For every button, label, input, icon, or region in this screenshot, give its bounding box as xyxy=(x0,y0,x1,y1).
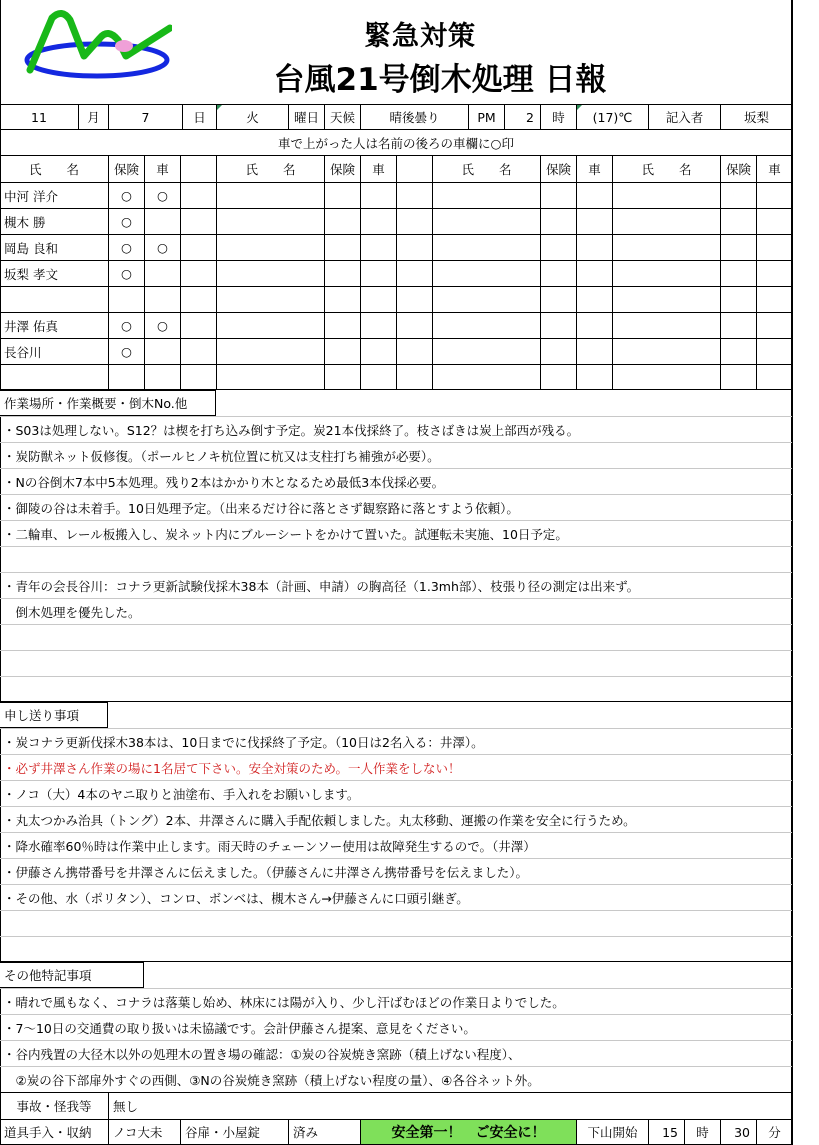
roster-empty-cell xyxy=(324,339,360,364)
roster-header-insurance: 保険 xyxy=(324,156,360,182)
handover-line: ・炭コナラ更新伐採木38本は、10日までに伐採終了予定。（10日は2名入る：井澤）。 xyxy=(0,728,792,754)
title-line-2: 台風21号倒木処理 日報 xyxy=(273,62,607,98)
handover-line xyxy=(0,936,792,962)
weekday-value: 火 xyxy=(216,105,288,129)
roster-empty-cell xyxy=(540,183,576,208)
roster-empty-cell xyxy=(360,339,396,364)
roster-name xyxy=(0,365,108,390)
safety-slogan: 安全第一！ ご安全に！ xyxy=(360,1120,576,1144)
recorder-value: 坂梨 xyxy=(720,105,792,129)
roster-empty-cell xyxy=(432,209,540,234)
hour-value: 2 xyxy=(504,105,540,129)
roster-header-insurance: 保険 xyxy=(720,156,756,182)
roster-empty-cell xyxy=(432,235,540,260)
roster-empty-cell xyxy=(720,261,756,286)
descent-hour: 15 xyxy=(648,1120,684,1144)
roster-name xyxy=(0,287,108,312)
work-line: 倒木処理を優先した。 xyxy=(0,598,792,624)
roster-empty-cell xyxy=(216,313,324,338)
roster-empty-cell xyxy=(324,365,360,390)
roster-empty-cell xyxy=(360,183,396,208)
roster-empty-cell xyxy=(756,287,792,312)
work-line xyxy=(0,546,792,572)
roster-header-insurance: 保険 xyxy=(108,156,144,182)
roster-empty-cell xyxy=(756,261,792,286)
work-line xyxy=(0,624,792,650)
roster-header-car: 車 xyxy=(144,156,180,182)
roster-row xyxy=(0,182,792,208)
roster-empty-cell xyxy=(216,261,324,286)
roster-empty-cell xyxy=(720,339,756,364)
hour-label: 時 xyxy=(540,105,576,129)
roster-empty-cell xyxy=(576,235,612,260)
car-note: 車で上がった人は名前の後ろの車欄に○印 xyxy=(278,135,514,151)
roster-empty-cell xyxy=(360,261,396,286)
roster-empty-cell xyxy=(576,209,612,234)
day-value: 7 xyxy=(108,105,182,129)
roster-empty-cell xyxy=(576,365,612,390)
roster-empty-cell xyxy=(612,287,720,312)
roster-header-name: 氏 名 xyxy=(432,156,540,182)
roster-empty-cell xyxy=(180,183,216,208)
roster-header-blank xyxy=(396,156,432,182)
roster-empty-cell xyxy=(324,235,360,260)
roster-empty-cell xyxy=(324,209,360,234)
ampm-value: PM xyxy=(468,105,504,129)
descent-label: 下山開始 xyxy=(576,1120,648,1144)
roster-empty-cell xyxy=(612,365,720,390)
work-heading: 作業場所・作業概要・倒木No.他 xyxy=(0,390,216,416)
weekday-label: 曜日 xyxy=(288,105,324,129)
roster-header-car: 車 xyxy=(576,156,612,182)
roster-empty-cell xyxy=(324,287,360,312)
other-line: ・7～10日の交通費の取り扱いは未協議です。会計伊藤さん提案、意見をください。 xyxy=(0,1014,792,1040)
roster-empty-cell xyxy=(180,261,216,286)
roster-empty-cell xyxy=(576,287,612,312)
roster-car: ○ xyxy=(144,183,180,208)
roster-row xyxy=(0,338,792,364)
roster-insurance: ○ xyxy=(108,261,144,286)
handover-line: ・丸太つかみ治具（トング）2本、井澤さんに購入手配依頼しました。丸太移動、運搬の作業を安全に行うため。 xyxy=(0,806,792,832)
accident-label: 事故・怪我等 xyxy=(16,1099,92,1114)
roster-name: 槻木 勝 xyxy=(4,214,46,230)
roster-empty-cell xyxy=(216,235,324,260)
roster-empty-cell xyxy=(180,235,216,260)
logo-blue-ring xyxy=(27,44,167,76)
roster-empty-cell xyxy=(540,365,576,390)
work-line xyxy=(0,650,792,676)
roster-empty-cell xyxy=(216,287,324,312)
roster-empty-cell xyxy=(324,313,360,338)
roster-row xyxy=(0,234,792,260)
closing-row xyxy=(0,1119,792,1145)
roster-header-blank xyxy=(180,156,216,182)
roster-empty-cell xyxy=(576,313,612,338)
roster-header-name: 氏 名 xyxy=(216,156,324,182)
roster-empty-cell xyxy=(540,313,576,338)
roster-empty-cell xyxy=(180,339,216,364)
handover-line: ・伊藤さん携帯番号を井澤さんに伝えました。（伊藤さんに井澤さん携帯番号を伝えました）。 xyxy=(0,858,792,884)
roster-header-name: 氏 名 xyxy=(28,162,79,177)
work-line: ・御陵の谷は未着手。10日処理予定。（出来るだけ谷に落とさず観察路に落とすよう依頼）。 xyxy=(0,494,792,520)
roster-empty-cell xyxy=(324,261,360,286)
temperature-value: (17)℃ xyxy=(576,105,648,129)
roster-table xyxy=(0,155,792,389)
handover-line xyxy=(0,910,792,936)
roster-empty-cell xyxy=(720,365,756,390)
logo-pink-dot xyxy=(115,40,133,52)
roster-empty-cell xyxy=(324,183,360,208)
roster-car xyxy=(144,209,180,234)
roster-empty-cell xyxy=(180,313,216,338)
roster-name: 長谷川 xyxy=(4,344,42,360)
roster-header-car: 車 xyxy=(756,156,792,182)
roster-header-name: 氏 名 xyxy=(612,156,720,182)
title-line-1: 緊急対策 xyxy=(364,21,476,52)
roster-car xyxy=(144,365,180,390)
weather-value: 晴後曇り xyxy=(360,105,468,129)
roster-empty-cell xyxy=(360,313,396,338)
roster-empty-cell xyxy=(396,209,432,234)
roster-empty-cell xyxy=(540,287,576,312)
roster-empty-cell xyxy=(180,287,216,312)
organization-logo xyxy=(22,8,172,88)
roster-empty-cell xyxy=(540,339,576,364)
weather-label: 天候 xyxy=(324,105,360,129)
month-value: 11 xyxy=(31,109,47,125)
roster-empty-cell xyxy=(360,365,396,390)
roster-empty-cell xyxy=(216,365,324,390)
tools-value: ノコ大未 xyxy=(108,1120,180,1144)
descent-minute: 30 xyxy=(720,1120,756,1144)
car-note-row xyxy=(0,129,792,155)
roster-empty-cell xyxy=(756,365,792,390)
roster-car xyxy=(144,261,180,286)
other-line: ・晴れで風もなく、コナラは落葉し始め、林床には陽が入り、少し汗ばむほどの作業日よりでした。 xyxy=(0,988,792,1014)
roster-empty-cell xyxy=(180,365,216,390)
roster-insurance: ○ xyxy=(108,313,144,338)
roster-row xyxy=(0,364,792,390)
roster-empty-cell xyxy=(720,209,756,234)
handover-section xyxy=(0,701,792,961)
roster-empty-cell xyxy=(396,313,432,338)
roster-car: ○ xyxy=(144,313,180,338)
roster-empty-cell xyxy=(360,209,396,234)
roster-insurance: ○ xyxy=(108,209,144,234)
roster-name: 井澤 佑真 xyxy=(4,318,58,334)
day-label: 日 xyxy=(182,105,216,129)
roster-empty-cell xyxy=(432,261,540,286)
handover-line: ・その他、水（ポリタン）、コンロ、ボンベは、槻木さん→伊藤さんに口頭引継ぎ。 xyxy=(0,884,792,910)
roster-empty-cell xyxy=(576,261,612,286)
descent-hour-label: 時 xyxy=(684,1120,720,1144)
roster-row xyxy=(0,312,792,338)
month-label: 月 xyxy=(78,105,108,129)
roster-header-row xyxy=(0,156,792,182)
roster-empty-cell xyxy=(720,235,756,260)
descent-minute-label: 分 xyxy=(756,1120,792,1144)
roster-insurance xyxy=(108,365,144,390)
roster-header-car: 車 xyxy=(360,156,396,182)
roster-empty-cell xyxy=(216,339,324,364)
roster-empty-cell xyxy=(396,235,432,260)
roster-empty-cell xyxy=(612,183,720,208)
roster-car xyxy=(144,287,180,312)
accident-row xyxy=(0,1092,792,1119)
roster-empty-cell xyxy=(180,209,216,234)
handover-heading: 申し送り事項 xyxy=(0,702,108,728)
recorder-label: 記入者 xyxy=(648,105,720,129)
roster-empty-cell xyxy=(756,339,792,364)
roster-empty-cell xyxy=(756,313,792,338)
roster-empty-cell xyxy=(576,339,612,364)
roster-empty-cell xyxy=(396,339,432,364)
work-line: ・青年の会長谷川：コナラ更新試験伐採木38本（計画、申請）の胸高径（1.3mh部）、枝張り径の測定は出来ず。 xyxy=(0,572,792,598)
gate-value: 済み xyxy=(288,1120,360,1144)
roster-empty-cell xyxy=(612,261,720,286)
roster-empty-cell xyxy=(540,209,576,234)
work-line: ・炭防獣ネット仮修復。（ポールヒノキ杭位置に杭又は支柱打ち補強が必要）。 xyxy=(0,442,792,468)
other-section xyxy=(0,961,792,1091)
other-line: ②炭の谷下部扉外すぐの西側、③Nの谷炭焼き窯跡（積上げない程度の量）、④各谷ネット外。 xyxy=(0,1066,792,1092)
roster-empty-cell xyxy=(396,261,432,286)
roster-empty-cell xyxy=(216,209,324,234)
roster-empty-cell xyxy=(612,339,720,364)
roster-insurance: ○ xyxy=(108,183,144,208)
date-row xyxy=(0,104,792,129)
roster-row xyxy=(0,260,792,286)
roster-empty-cell xyxy=(612,209,720,234)
roster-empty-cell xyxy=(540,235,576,260)
work-line: ・S03は処理しない。S12？は楔を打ち込み倒す予定。炭21本伐採終了。枝さばきは炭上部西が残る。 xyxy=(0,416,792,442)
roster-empty-cell xyxy=(360,235,396,260)
gate-label: 谷扉・小屋錠 xyxy=(180,1120,288,1144)
roster-row xyxy=(0,286,792,312)
roster-empty-cell xyxy=(216,183,324,208)
roster-empty-cell xyxy=(360,287,396,312)
other-line: ・谷内残置の大径木以外の処理木の置き場の確認：①炭の谷炭焼き窯跡（積上げない程度）、 xyxy=(0,1040,792,1066)
work-line: ・二輪車、レール板搬入し、炭ネット内にブルーシートをかけて置いた。試運転未実施、10日予定。 xyxy=(0,520,792,546)
tools-label: 道具手入・収納 xyxy=(4,1125,92,1140)
accident-value: 無し xyxy=(108,1093,792,1119)
work-line xyxy=(0,676,792,702)
roster-row xyxy=(0,208,792,234)
other-heading: その他特記事項 xyxy=(0,962,144,988)
report-header xyxy=(0,0,792,104)
roster-empty-cell xyxy=(612,235,720,260)
sheet-right-border xyxy=(792,0,793,1145)
roster-empty-cell xyxy=(396,183,432,208)
roster-empty-cell xyxy=(396,287,432,312)
roster-empty-cell xyxy=(432,313,540,338)
handover-line: ・必ず井澤さん作業の場に1名居て下さい。安全対策のため。一人作業をしない！ xyxy=(0,754,792,780)
work-line: ・Nの谷倒木7本中5本処理。残り2本はかかり木となるため最低3本伐採必要。 xyxy=(0,468,792,494)
roster-empty-cell xyxy=(756,183,792,208)
roster-empty-cell xyxy=(720,183,756,208)
roster-insurance xyxy=(108,287,144,312)
roster-empty-cell xyxy=(432,339,540,364)
roster-name: 中河 洋介 xyxy=(4,188,58,204)
roster-name: 坂梨 孝文 xyxy=(4,266,58,282)
roster-empty-cell xyxy=(720,287,756,312)
handover-line: ・ノコ（大）4本のヤニ取りと油塗布、手入れをお願いします。 xyxy=(0,780,792,806)
roster-empty-cell xyxy=(612,313,720,338)
roster-insurance: ○ xyxy=(108,339,144,364)
roster-name: 岡島 良和 xyxy=(4,240,58,256)
roster-empty-cell xyxy=(756,209,792,234)
handover-line: ・降水確率60％時は作業中止します。雨天時のチェーンソー使用は故障発生するので。（井澤） xyxy=(0,832,792,858)
roster-car: ○ xyxy=(144,235,180,260)
roster-car xyxy=(144,339,180,364)
roster-empty-cell xyxy=(756,235,792,260)
roster-empty-cell xyxy=(432,365,540,390)
roster-empty-cell xyxy=(432,287,540,312)
roster-empty-cell xyxy=(576,183,612,208)
roster-empty-cell xyxy=(432,183,540,208)
roster-empty-cell xyxy=(540,261,576,286)
roster-empty-cell xyxy=(720,313,756,338)
roster-empty-cell xyxy=(396,365,432,390)
roster-insurance: ○ xyxy=(108,235,144,260)
roster-header-insurance: 保険 xyxy=(540,156,576,182)
logo-green-arc xyxy=(30,13,170,70)
work-section xyxy=(0,389,792,701)
